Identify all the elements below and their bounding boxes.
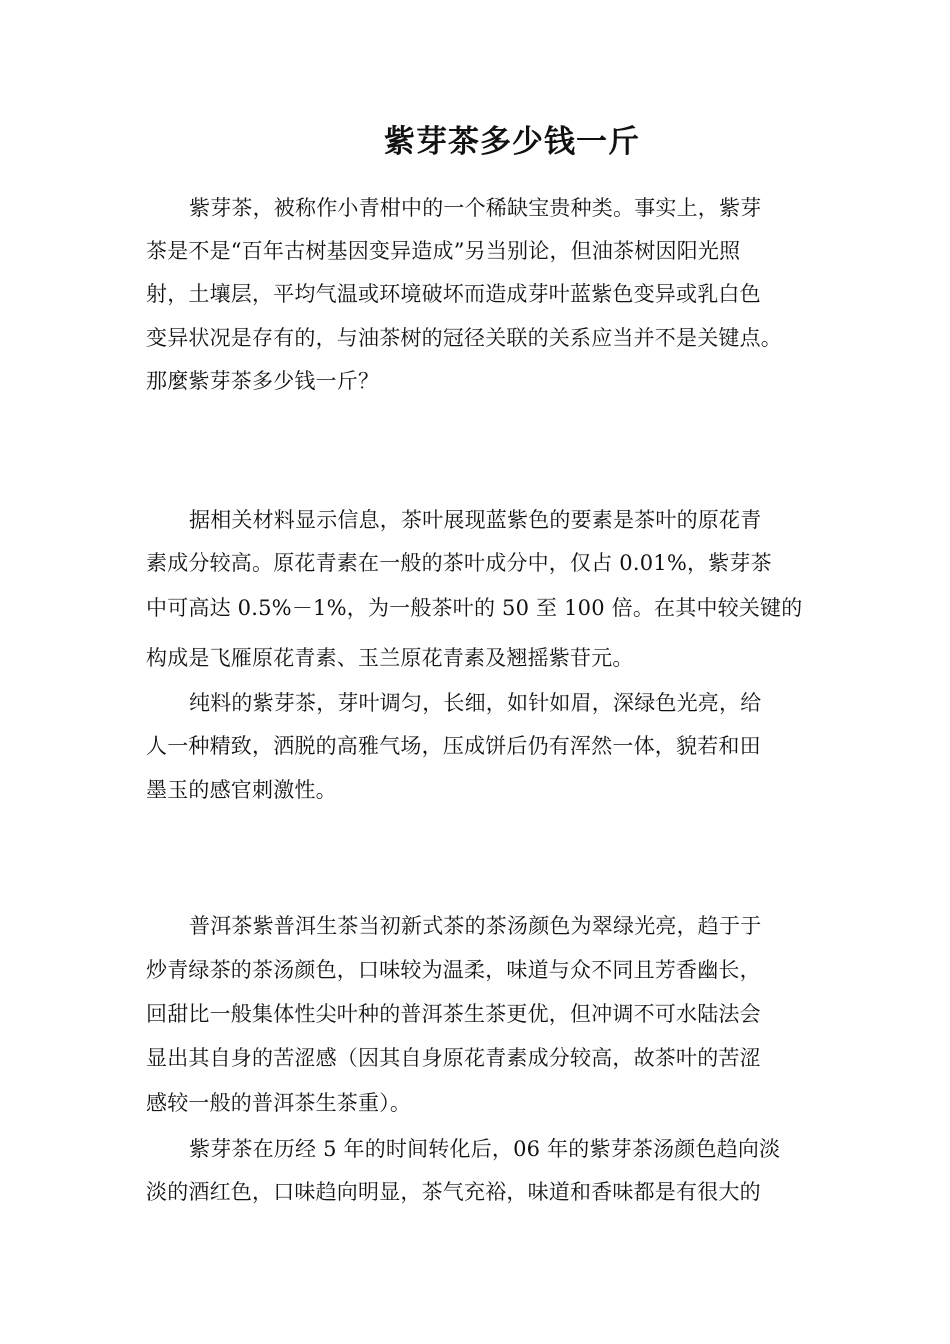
paragraph-1-line-2: 茶是不是“百年古树基因变异造成”另当别论，但油茶树因阳光照 [146, 239, 741, 263]
paragraph-4-line-4: 显出其自身的苦涩感（因其自身原花青素成分较高，故茶叶的苦涩 [146, 1046, 761, 1070]
paragraph-4-line-1: 普洱茶紫普洱生茶当初新式茶的茶汤颜色为翠绿光亮，趋于于 [189, 914, 762, 938]
paragraph-1-line-4: 变异状况是存有的，与油茶树的冠径关联的关系应当并不是关键点。 [146, 326, 782, 350]
paragraph-2-line-4: 构成是飞雁原花青素、玉兰原花青素及翘摇紫苷元。 [146, 646, 634, 670]
paragraph-2-line-1: 据相关材料显示信息，茶叶展现蓝紫色的要素是茶叶的原花青 [189, 508, 762, 532]
paragraph-2-line-3: 中可高达 0.5%－1%，为一般茶叶的 50 至 100 倍。在其中较关键的 [146, 596, 803, 620]
paragraph-4-line-5: 感较一般的普洱茶生茶重）。 [146, 1091, 412, 1115]
paragraph-1-line-1: 紫芽茶，被称作小青柑中的一个稀缺宝贵种类。事实上，紫芽 [189, 196, 762, 220]
paragraph-4-line-2: 炒青绿茶的茶汤颜色，口味较为温柔，味道与众不同且芳香幽长， [146, 958, 761, 982]
document-title: 紫芽茶多少钱一斤 [384, 124, 640, 160]
paragraph-5-line-2: 淡的酒红色，口味趋向明显，茶气充裕，味道和香味都是有很大的 [146, 1180, 761, 1204]
paragraph-4-line-3: 回甜比一般集体性尖叶种的普洱茶生茶更优，但冲调不可水陆法会 [146, 1002, 761, 1026]
paragraph-3-line-2: 人一种精致，洒脱的高雅气场，压成饼后仍有浑然一体，貌若和田 [146, 734, 761, 758]
paragraph-1-line-5: 那麼紫芽茶多少钱一斤？ [146, 369, 380, 393]
paragraph-1-line-3: 射，土壤层，平均气温或环境破坏而造成芽叶蓝紫色变异或乳白色 [146, 282, 761, 306]
paragraph-2-line-2: 素成分较高。原花青素在一般的茶叶成分中，仅占 0.01%，紫芽茶 [146, 551, 772, 575]
paragraph-3-line-1: 纯料的紫芽茶，芽叶调匀，长细，如针如眉，深绿色光亮，给 [189, 691, 762, 715]
paragraph-5-line-1: 紫芽茶在历经 5 年的时间转化后，06 年的紫芽茶汤颜色趋向淡 [189, 1137, 781, 1161]
paragraph-3-line-3: 墨玉的感官刺激性。 [146, 778, 337, 802]
